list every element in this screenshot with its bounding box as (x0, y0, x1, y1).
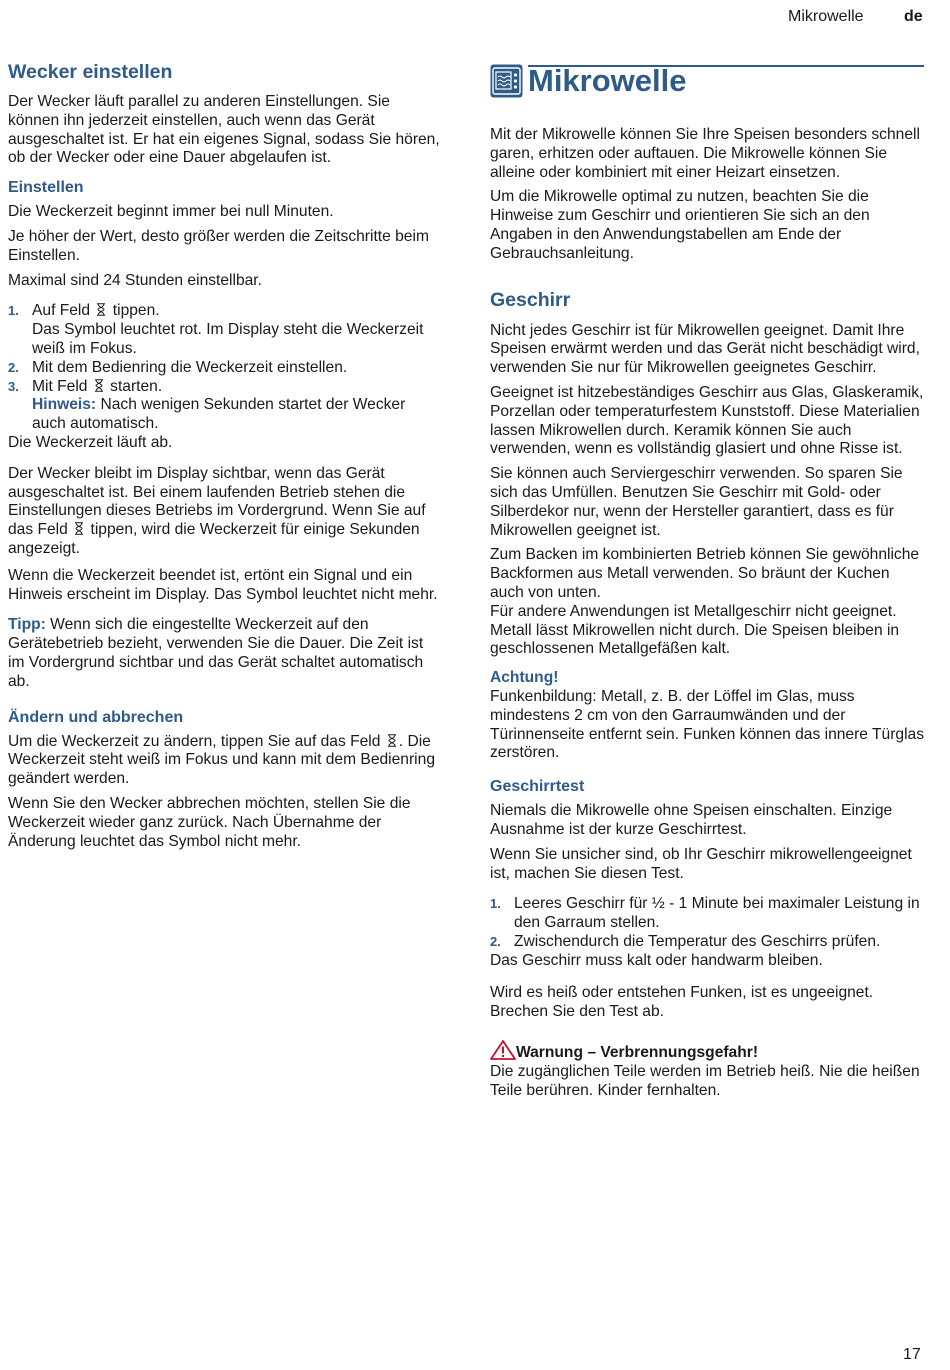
microwave-intro-2: Um die Mikrowelle optimal zu nutzen, beachten Sie die Hinweise zum Geschirr und orientieren Sie sich an den Angaben in den Anwendungstabellen am Ende der Gebrauchsanleitung. (490, 188, 870, 262)
step-1 (8, 302, 443, 358)
timer-result: Die Weckerzeit läuft ab. (8, 433, 173, 451)
warning-text: Die zugänglichen Teile werden im Betrieb heiß. Nie die heißen Teile berühren. Kinder fernhalten. (490, 1062, 920, 1099)
test-step-2 (490, 933, 924, 952)
dishes-paragraph-2: Geeignet ist hitzebeständiges Geschirr aus Glas, Glaskeramik, Porzellan oder temperaturfestem Kunststoff. Diese Materialien lassen Mikrowellen durch. Keramik können Sie auch verwenden, wenn es vollständig glasiert und ohne Risse ist. (490, 383, 924, 458)
tip-text: Wenn sich die eingestellte Weckerzeit auf den Gerätebetrieb bezieht, verwenden Sie die Dauer. Die Zeit ist im Vordergrund sichtbar und das Gerät schaltet automatisch ab. (8, 616, 424, 690)
left-column (8, 60, 443, 857)
chapter-title: Mikrowelle (528, 63, 687, 98)
caution-box (490, 669, 924, 763)
microwave-icon (490, 64, 523, 98)
test-paragraph-1: Niemals die Mikrowelle ohne Speisen einschalten. Einzige Ausnahme ist der kurze Geschirrtest. (490, 802, 893, 838)
dishes-metal-text: Für andere Anwendungen ist Metallgeschirr nicht geeignet. Metall lässt Mikrowellen nicht durch. Die Speisen bleiben in geschlossenen Metallgefäßen kalt. (490, 602, 900, 658)
step-3 (8, 378, 443, 434)
test-step-1 (490, 895, 924, 933)
test-result: Das Geschirr muss kalt oder handwarm bleiben. (490, 951, 823, 969)
step-text: Leeres Geschirr für ½ - 1 Minute bei maximaler Leistung in den Garraum stellen. (514, 895, 920, 932)
caution-label: Achtung! (490, 669, 559, 687)
hourglass-icon (96, 303, 106, 316)
change-text: Um die Weckerzeit zu ändern, tippen Sie auf das Feld (8, 732, 381, 750)
timer-intro: Der Wecker läuft parallel zu anderen Einstellungen. Sie können ihn jederzeit einstellen, auch wenn das Gerät ausgeschaltet ist. Er hat ein eigenes Signal, sodass Sie hören, ob der Wecker oder eine Dauer abgelaufen ist. (8, 93, 440, 167)
step-text: tippen. (112, 302, 160, 320)
warning-triangle-icon (490, 1040, 516, 1060)
change-text: . Die Weckerzeit steht weiß im Fokus und kann mit dem Bedienring geändert werden. (8, 732, 435, 788)
step-number: 2. (490, 933, 501, 949)
subheading-dish-test: Geschirrtest (490, 778, 585, 796)
running-header-section: Mikrowelle (788, 8, 864, 25)
step-text: Zwischendurch die Temperatur des Geschirrs prüfen. (514, 932, 881, 950)
warning-title-row (490, 1040, 924, 1063)
section-heading-dishes: Geschirr (490, 288, 571, 311)
step-text: starten. (110, 377, 163, 395)
test-hot: Wird es heiß oder entstehen Funken, ist es ungeeignet. Brechen Sie den Test ab. (490, 984, 874, 1021)
step-number: 2. (8, 359, 19, 375)
change-paragraph-2: Wenn Sie den Wecker abbrechen möchten, stellen Sie die Weckerzeit wieder ganz zurück. Nach Übernahme der Änderung leuchtet das Symbol nicht mehr. (8, 794, 411, 850)
step-number: 3. (8, 378, 19, 394)
page-number: 17 (903, 1346, 921, 1363)
end-paragraph: Wenn die Weckerzeit beendet ist, ertönt ein Signal und ein Hinweis erscheint im Display. Das Symbol leuchtet nicht mehr. (8, 566, 438, 603)
hourglass-icon (387, 734, 397, 747)
step-number: 1. (8, 303, 19, 319)
display-paragraph (8, 465, 443, 559)
warning-box (490, 1040, 924, 1100)
step-2 (8, 359, 443, 378)
tip-label: Tipp: (8, 616, 46, 634)
step-number: 1. (490, 896, 501, 912)
subheading-change: Ändern und abbrechen (8, 708, 184, 726)
note-label: Hinweis: (32, 396, 97, 414)
display-text: tippen, wird die Weckerzeit für einige Sekunden angezeigt. (8, 521, 420, 557)
timer-steps (8, 302, 443, 434)
running-header-language: de (904, 8, 923, 25)
chapter-header (490, 64, 924, 104)
step-text: Mit Feld (32, 377, 88, 395)
subheading-set: Einstellen (8, 179, 84, 197)
hourglass-icon (94, 379, 104, 392)
hourglass-icon (74, 522, 84, 535)
step-text: Mit dem Bedienring die Weckerzeit einstellen. (32, 358, 348, 376)
caution-text: Funkenbildung: Metall, z. B. der Löffel im Glas, muss mindestens 2 cm von den Garraumwänden und der Türinnenseite entfernt sein. Funken können das innere Türglas zerstören. (490, 687, 925, 762)
tip-paragraph (8, 616, 443, 691)
set-paragraph-3: Maximal sind 24 Stunden einstellbar. (8, 271, 262, 289)
section-heading-timer: Wecker einstellen (8, 61, 173, 83)
step-result: Das Symbol leuchtet rot. Im Display steht die Weckerzeit weiß im Fokus. (32, 321, 424, 357)
set-paragraph-2: Je höher der Wert, desto größer werden die Zeitschritte beim Einstellen. (8, 227, 429, 264)
step-text: Auf Feld (32, 302, 91, 320)
dishes-paragraph-3: Sie können auch Serviergeschirr verwenden. So sparen Sie sich das Umfüllen. Benutzen Sie Geschirr mit Gold- oder Silberdekor nur, wenn der Hersteller garantiert, dass es für Mikrowellen geeignet ist. (490, 465, 903, 539)
note-text: Nach wenigen Sekunden startet der Wecker auch automatisch. (32, 396, 406, 433)
microwave-intro-1: Mit der Mikrowelle können Sie Ihre Speisen besonders schnell garen, erhitzen oder auftauen. Die Mikrowelle können Sie alleine oder kombiniert mit einer Heizart einsetzen. (490, 126, 920, 181)
dishes-baking-text: Zum Backen im kombinierten Betrieb können Sie gewöhnliche Backformen aus Metall verwenden. So bräunt der Kuchen auch von unten. (490, 546, 920, 601)
test-steps (490, 895, 924, 951)
display-text: Der Wecker bleibt im Display sichtbar, wenn das Gerät ausgeschaltet ist. Bei einem laufenden Betrieb stehen die Einstellungen dieses Betriebs im Vordergrund. Wenn Sie auf das Feld (8, 464, 426, 539)
dishes-paragraph-1: Nicht jedes Geschirr ist für Mikrowellen geeignet. Damit Ihre Speisen erwärmt werden und das Gerät nicht beschädigt wird, verwenden Sie nur für Mikrowellen geeignetes Geschirr. (490, 321, 920, 377)
right-column (490, 64, 924, 1100)
change-paragraph-1 (8, 733, 443, 789)
dishes-paragraph-4 (490, 546, 924, 659)
test-paragraph-2: Wenn Sie unsicher sind, ob Ihr Geschirr mikrowellengeeignet ist, machen Sie diesen Test. (490, 845, 912, 882)
warning-title: Warnung – Verbrennungsgefahr! (516, 1044, 759, 1062)
set-paragraph-1: Die Weckerzeit beginnt immer bei null Minuten. (8, 203, 334, 221)
